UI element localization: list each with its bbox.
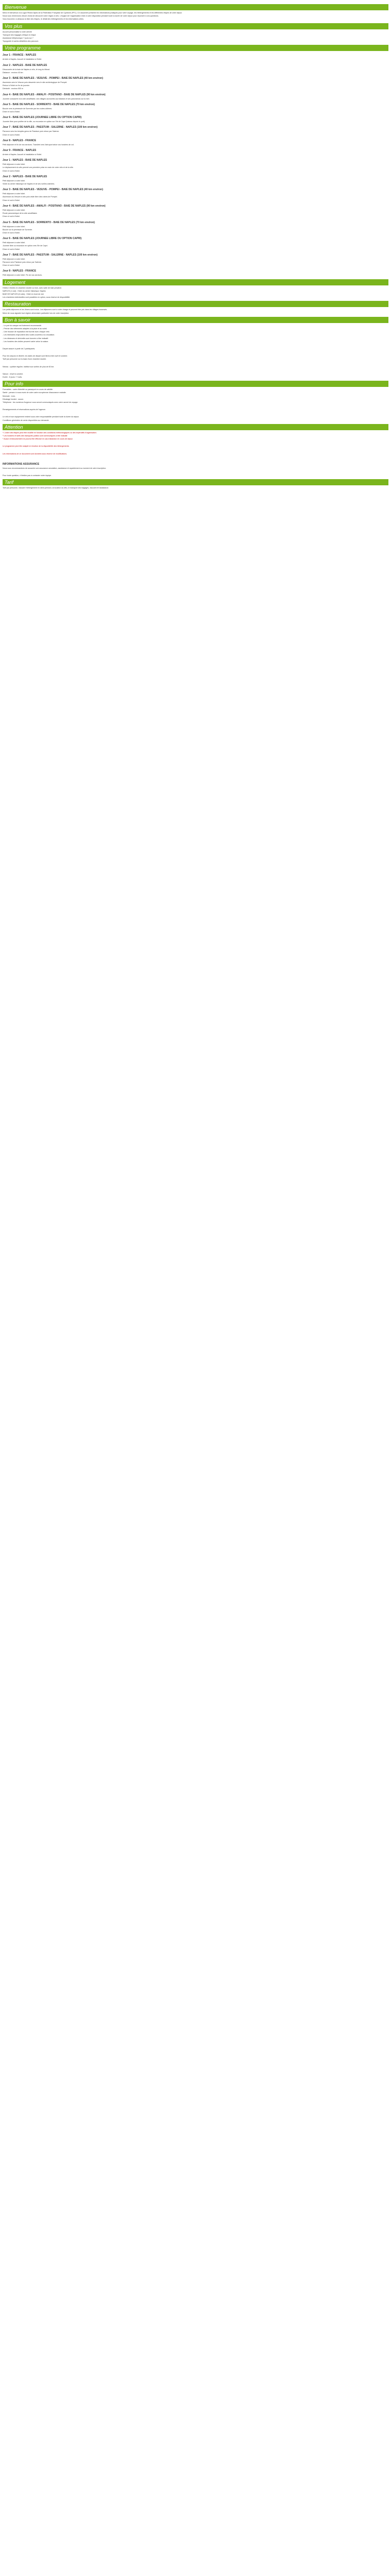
logement-body: [3, 287, 388, 299]
body-line: Tarif par personne, incluant l'hébergement en demi-pension, la location du vélo, le transport des bagages, l'accueil et l'assistance.: [3, 487, 109, 489]
program-day-line: Parcours vers Paestum puis retour par Salerne.: [3, 261, 42, 263]
section-heading-restauration: Restauration: [3, 301, 388, 307]
program-day: [3, 188, 388, 202]
spacer: [3, 351, 388, 355]
program-day-title: Jour 8 - NAPLES - FRANCE: [3, 269, 37, 273]
program-day-line: Dîner et nuit à l'hôtel.: [3, 264, 20, 267]
programme-days: [3, 54, 388, 277]
program-day-line: Dîner et nuit à l'hôtel.: [3, 133, 20, 136]
body-line: Nous vous recommandons de souscrire une assurance annulation, assistance et rapatriement au moment de votre inscription.: [3, 467, 106, 469]
program-day-line: Journée libre pour profiter de la ville, ou excursion en option sur l'île de Capri (bateau depuis le port).: [3, 121, 86, 123]
body-line: Hôtels 3 étoiles en chambre double ou twin, avec salle de bain privative.: [3, 286, 62, 289]
advantage-line: Transport des bagages d'étape en étape: [3, 33, 36, 36]
body-line: Téléphone : les numéros d'urgence vous seront communiqués avec votre carnet de voyage.: [3, 401, 78, 403]
body-line: - Les distances et dénivelés sont donnés à titre indicatif.: [3, 337, 49, 340]
program-day-line: Ascension du Vésuve à vélo puis visite libre des ruines de Pompéi.: [3, 196, 58, 198]
program-day-title: Jour 5 - BAIE DE NAPLES - SORRENTO - BAIE DE NAPLES (70 km environ): [3, 103, 95, 106]
program-day-line: Arrivée à Naples. Accueil et installation à l'hôtel.: [3, 154, 42, 156]
section-heading-attention: Attention: [3, 424, 388, 430]
body-line: Le vélo et son équipement restent sous votre responsabilité pendant toute la durée du séjour.: [3, 416, 79, 418]
program-day: [3, 139, 388, 146]
assurance-heading: INFORMATIONS ASSURANCE: [3, 462, 40, 466]
bon-a-savoir-body: [3, 325, 388, 379]
program-day-line: Boucle sur la péninsule de Sorrente.: [3, 228, 32, 231]
section-heading-bon-a-savoir: Bon à savoir: [3, 317, 388, 323]
program-day: [3, 159, 388, 173]
body-line: - Le port du casque est fortement recommandé.: [3, 324, 42, 327]
program-day-line: Ascension vers le Vésuve puis descente vers le site archéologique de Pompéi.: [3, 81, 68, 84]
program-day-line: Petit déjeuner à votre hôtel.: [3, 163, 25, 166]
program-day: [3, 175, 388, 185]
program-day-title: Jour 6 - BAIE DE NAPLES (JOURNEE LIBRE OU OPTION CAPRI): [3, 116, 82, 120]
program-day: [3, 126, 388, 136]
body-line: Saison : d'avril à octobre.: [3, 372, 24, 375]
body-line: - Une trousse de réparation est fournie avec chaque vélo.: [3, 331, 50, 333]
body-line: Pour toute question, n'hésitez pas à contacter notre équipe.: [3, 474, 52, 477]
section-heading-programme: Votre programme: [3, 45, 388, 51]
program-day: [3, 64, 388, 74]
program-day-line: Petit déjeuner et fin de nos services. Transfert vers l'aéroport selon vos horaires de vol.: [3, 143, 74, 146]
restauration-body: [3, 309, 388, 314]
program-day-title: Jour 4 - BAIE DE NAPLES - AMALFI - POSITANO - BAIE DE NAPLES (90 km environ): [3, 204, 106, 208]
advantage-line: Accueil personnalisé à votre arrivée: [3, 30, 32, 33]
spacer: [3, 470, 388, 474]
bienvenue-body: [3, 12, 388, 21]
body-line: - Les horaires des visites peuvent varier selon la saison.: [3, 340, 49, 343]
program-day: [3, 77, 388, 91]
program-day-line: Dîner et nuit à l'hôtel.: [3, 199, 20, 201]
program-day-line: Dîner et nuit à l'hôtel.: [3, 231, 20, 234]
program-day-title: Jour 1 - FRANCE - NAPLES: [3, 54, 37, 57]
warning-line: * L'ordre des étapes peut être modifié en fonction des conditions météorologiques ou des impératifs d'organisation.: [3, 431, 97, 434]
program-day-line: Petit déjeuner à votre hôtel. Fin de nos services.: [3, 274, 42, 277]
program-day-title: Jour 5 - BAIE DE NAPLES - SORRENTO - BAIE DE NAPLES (70 km environ): [3, 221, 95, 224]
program-day-line: Petit déjeuner à votre hôtel.: [3, 242, 25, 244]
document-page: [0, 0, 391, 492]
program-day-line: Découverte de la baie de Naples à vélo, le long du littoral.: [3, 68, 50, 71]
body-line: Merci et bienvenue à la Ligue Rhône Alpes de la Fédération Française de Cyclisme (FFC). Ce document présente les informations pratiques pour votre voyage, les hébergements et les différentes étapes de votre séjour.: [3, 12, 183, 14]
program-day: [3, 103, 388, 113]
body-line: Vous trouverez ci-dessous la liste des étapes, le détail des hébergements et les informations utiles.: [3, 18, 84, 21]
advantage-line: Assistance téléphonique 7 jours sur 7: [3, 37, 34, 40]
section-heading-pour-info: Pour info: [3, 381, 388, 387]
body-line: BAIE DE NAPLES (6 nuits) : Hôtel en bord de mer: [3, 293, 44, 295]
body-line: Départ assuré à partir de 2 participants.: [3, 347, 36, 350]
program-day-title: Jour 7 - BAIE DE NAPLES - PAESTUM - SALERNE - NAPLES (100 km environ): [3, 126, 98, 129]
warning-line: Les informations de ce document sont données sous réserve de modifications.: [3, 452, 68, 455]
section-heading-tarif: Tarif: [3, 479, 388, 485]
program-day-line: Journée consacrée à la côte amalfitaine, ses villages accrochés aux falaises et ses panoramas sur la mer.: [3, 97, 90, 100]
program-day-line: Petit déjeuner à votre hôtel.: [3, 258, 25, 260]
body-line: Nous vous remercions d'avoir choisi de découvrir notre région à vélo. L'équipe de l'organisation reste à votre disposition pendant toute la durée de votre séjour pour répondre à vos questions.: [3, 15, 159, 18]
body-line: Niveau : cycliste régulier, habitué aux sorties de plus de 60 km.: [3, 365, 55, 368]
program-day-line: Arrivée à Naples. Accueil et installation à l'hôtel.: [3, 58, 42, 61]
program-day-line: Boucle vers la péninsule de Sorrente par les routes côtières.: [3, 107, 53, 110]
body-line: Conditions générales de vente disponibles sur demande.: [3, 419, 50, 421]
warning-line: * Les horaires et tarifs des transports publics sont communiqués à titre indicatif.: [3, 435, 68, 437]
vos-plus-body: [3, 31, 388, 43]
assurance-body: [3, 467, 388, 477]
program-day-line: Dîner et nuit à l'hôtel.: [3, 111, 20, 113]
program-day-title: Jour 2 - NAPLES - BAIE DE NAPLES: [3, 63, 47, 67]
spacer: [3, 369, 388, 373]
body-line: Tarif par personne sur la base d'une chambre double.: [3, 358, 46, 361]
program-day-line: Dîner et nuit à l'hôtel.: [3, 170, 20, 172]
program-day-line: Route panoramique de la côte amalfitaine.: [3, 212, 38, 215]
body-line: Renseignements et réservations auprès de l'agence.: [3, 409, 46, 411]
pour-info-body: [3, 388, 388, 422]
program-day-line: Parcours vers les temples grecs de Paestum puis retour par Salerne.: [3, 130, 59, 133]
tarif-body: [3, 487, 388, 489]
spacer: [3, 344, 388, 348]
body-line: Formalités : carte d'identité ou passeport en cours de validité.: [3, 388, 53, 391]
spacer: [3, 404, 388, 409]
program-day: [3, 269, 388, 277]
spacer: [3, 441, 388, 445]
program-day: [3, 253, 388, 267]
program-day-line: Dénivelé : environ 900 m: [3, 88, 23, 90]
program-day-title: Jour 3 - BAIE DE NAPLES - VESUVE - POMPEI - BAIE DE NAPLES (40 km environ): [3, 188, 103, 192]
body-line: Merci de nous signaler tout régime alimentaire particulier lors de votre inscription.: [3, 312, 70, 314]
program-day: [3, 205, 388, 218]
section-heading-bienvenue: Bienvenue: [3, 4, 388, 10]
body-line: NAPLES (1 nuit) : Hôtel du centre historique, Naples: [3, 290, 46, 292]
program-day-title: Jour 8 - NAPLES - FRANCE: [3, 139, 37, 142]
program-day: [3, 149, 388, 156]
program-day-title: Jour 3 - BAIE DE NAPLES - VESUVE - POMPEI - BAIE DE NAPLES (40 km environ): [3, 77, 103, 80]
spacer: [3, 449, 388, 453]
body-line: Pour les séjours en liberté, les dates de départ sont libres entre avril et octobre.: [3, 355, 68, 358]
section-heading-vos-plus: Vos plus: [3, 23, 388, 29]
program-day-title: Jour 1 - NAPLES - BAIE DE NAPLES: [3, 159, 47, 162]
body-line: Santé : pensez à vous munir de votre carte européenne d'assurance maladie.: [3, 392, 67, 394]
program-day-title: Jour 9 - FRANCE - NAPLES: [3, 149, 37, 152]
body-line: Durée : 8 jours / 7 nuits.: [3, 376, 23, 378]
warning-line: Le programme peut être adapté en fonction de la disponibilité des hébergements.: [3, 445, 70, 448]
program-day-line: Petit déjeuner à votre hôtel.: [3, 209, 25, 211]
body-line: Les petits déjeuners et les dîners sont inclus. Les déjeuners sont à votre charge et peuvent être pris dans les villages traversés.: [3, 309, 107, 311]
spacer: [3, 412, 388, 416]
program-day: [3, 237, 388, 251]
program-day: [3, 54, 388, 61]
warning-line: * Aucun remboursement ne pourra être effectué en cas d'abandon en cours de séjour.: [3, 438, 73, 440]
program-day-title: Jour 6 - BAIE DE NAPLES (JOURNEE LIBRE OU OPTION CAPRI): [3, 237, 82, 241]
attention-body: [3, 432, 388, 455]
program-day: [3, 93, 388, 100]
program-day-line: Le déplacement du vélo permet une première prise en main de votre vélo et de la ville.: [3, 166, 74, 169]
program-day-line: Petit déjeuner à votre hôtel.: [3, 225, 25, 228]
program-day-line: Dîner et nuit à l'hôtel.: [3, 248, 20, 250]
body-line: Les chambres individuelles sont possibles en option, sous réserve de disponibilité.: [3, 296, 71, 299]
advantage-line: Topoguide et cartes détaillées des parcours: [3, 40, 39, 43]
program-day-title: Jour 7 - BAIE DE NAPLES - PAESTUM - SALERNE - NAPLES (100 km environ): [3, 253, 98, 257]
body-line: Décalage horaire : aucun.: [3, 398, 24, 400]
section-heading-logement: Logement: [3, 279, 388, 285]
program-day-line: Distance : environ 40 km: [3, 71, 23, 74]
program-day: [3, 116, 388, 123]
program-day-line: Journée libre ou excursion en option vers l'île de Capri.: [3, 245, 48, 247]
program-day-line: Retour à l'hôtel en fin de journée.: [3, 84, 30, 87]
spacer: [3, 362, 388, 366]
body-line: - Les itinéraires empruntent des routes ouvertes à la circulation.: [3, 334, 55, 336]
program-day-line: Visite du centre historique de Naples et de ses ruelles animées.: [3, 183, 55, 185]
program-day-title: Jour 4 - BAIE DE NAPLES - AMALFI - POSITANO - BAIE DE NAPLES (90 km environ): [3, 93, 106, 96]
program-day-line: Petit déjeuner à votre hôtel.: [3, 193, 25, 195]
body-line: Monnaie : euro.: [3, 395, 15, 397]
program-day: [3, 221, 388, 235]
program-day-line: Dîner et nuit à l'hôtel.: [3, 215, 20, 218]
program-day-title: Jour 2 - NAPLES - BAIE DE NAPLES: [3, 175, 47, 178]
program-day-line: Petit déjeuner à votre hôtel.: [3, 179, 25, 182]
body-line: - Prévoir des vêtements adaptés à la pluie et au soleil.: [3, 327, 47, 330]
